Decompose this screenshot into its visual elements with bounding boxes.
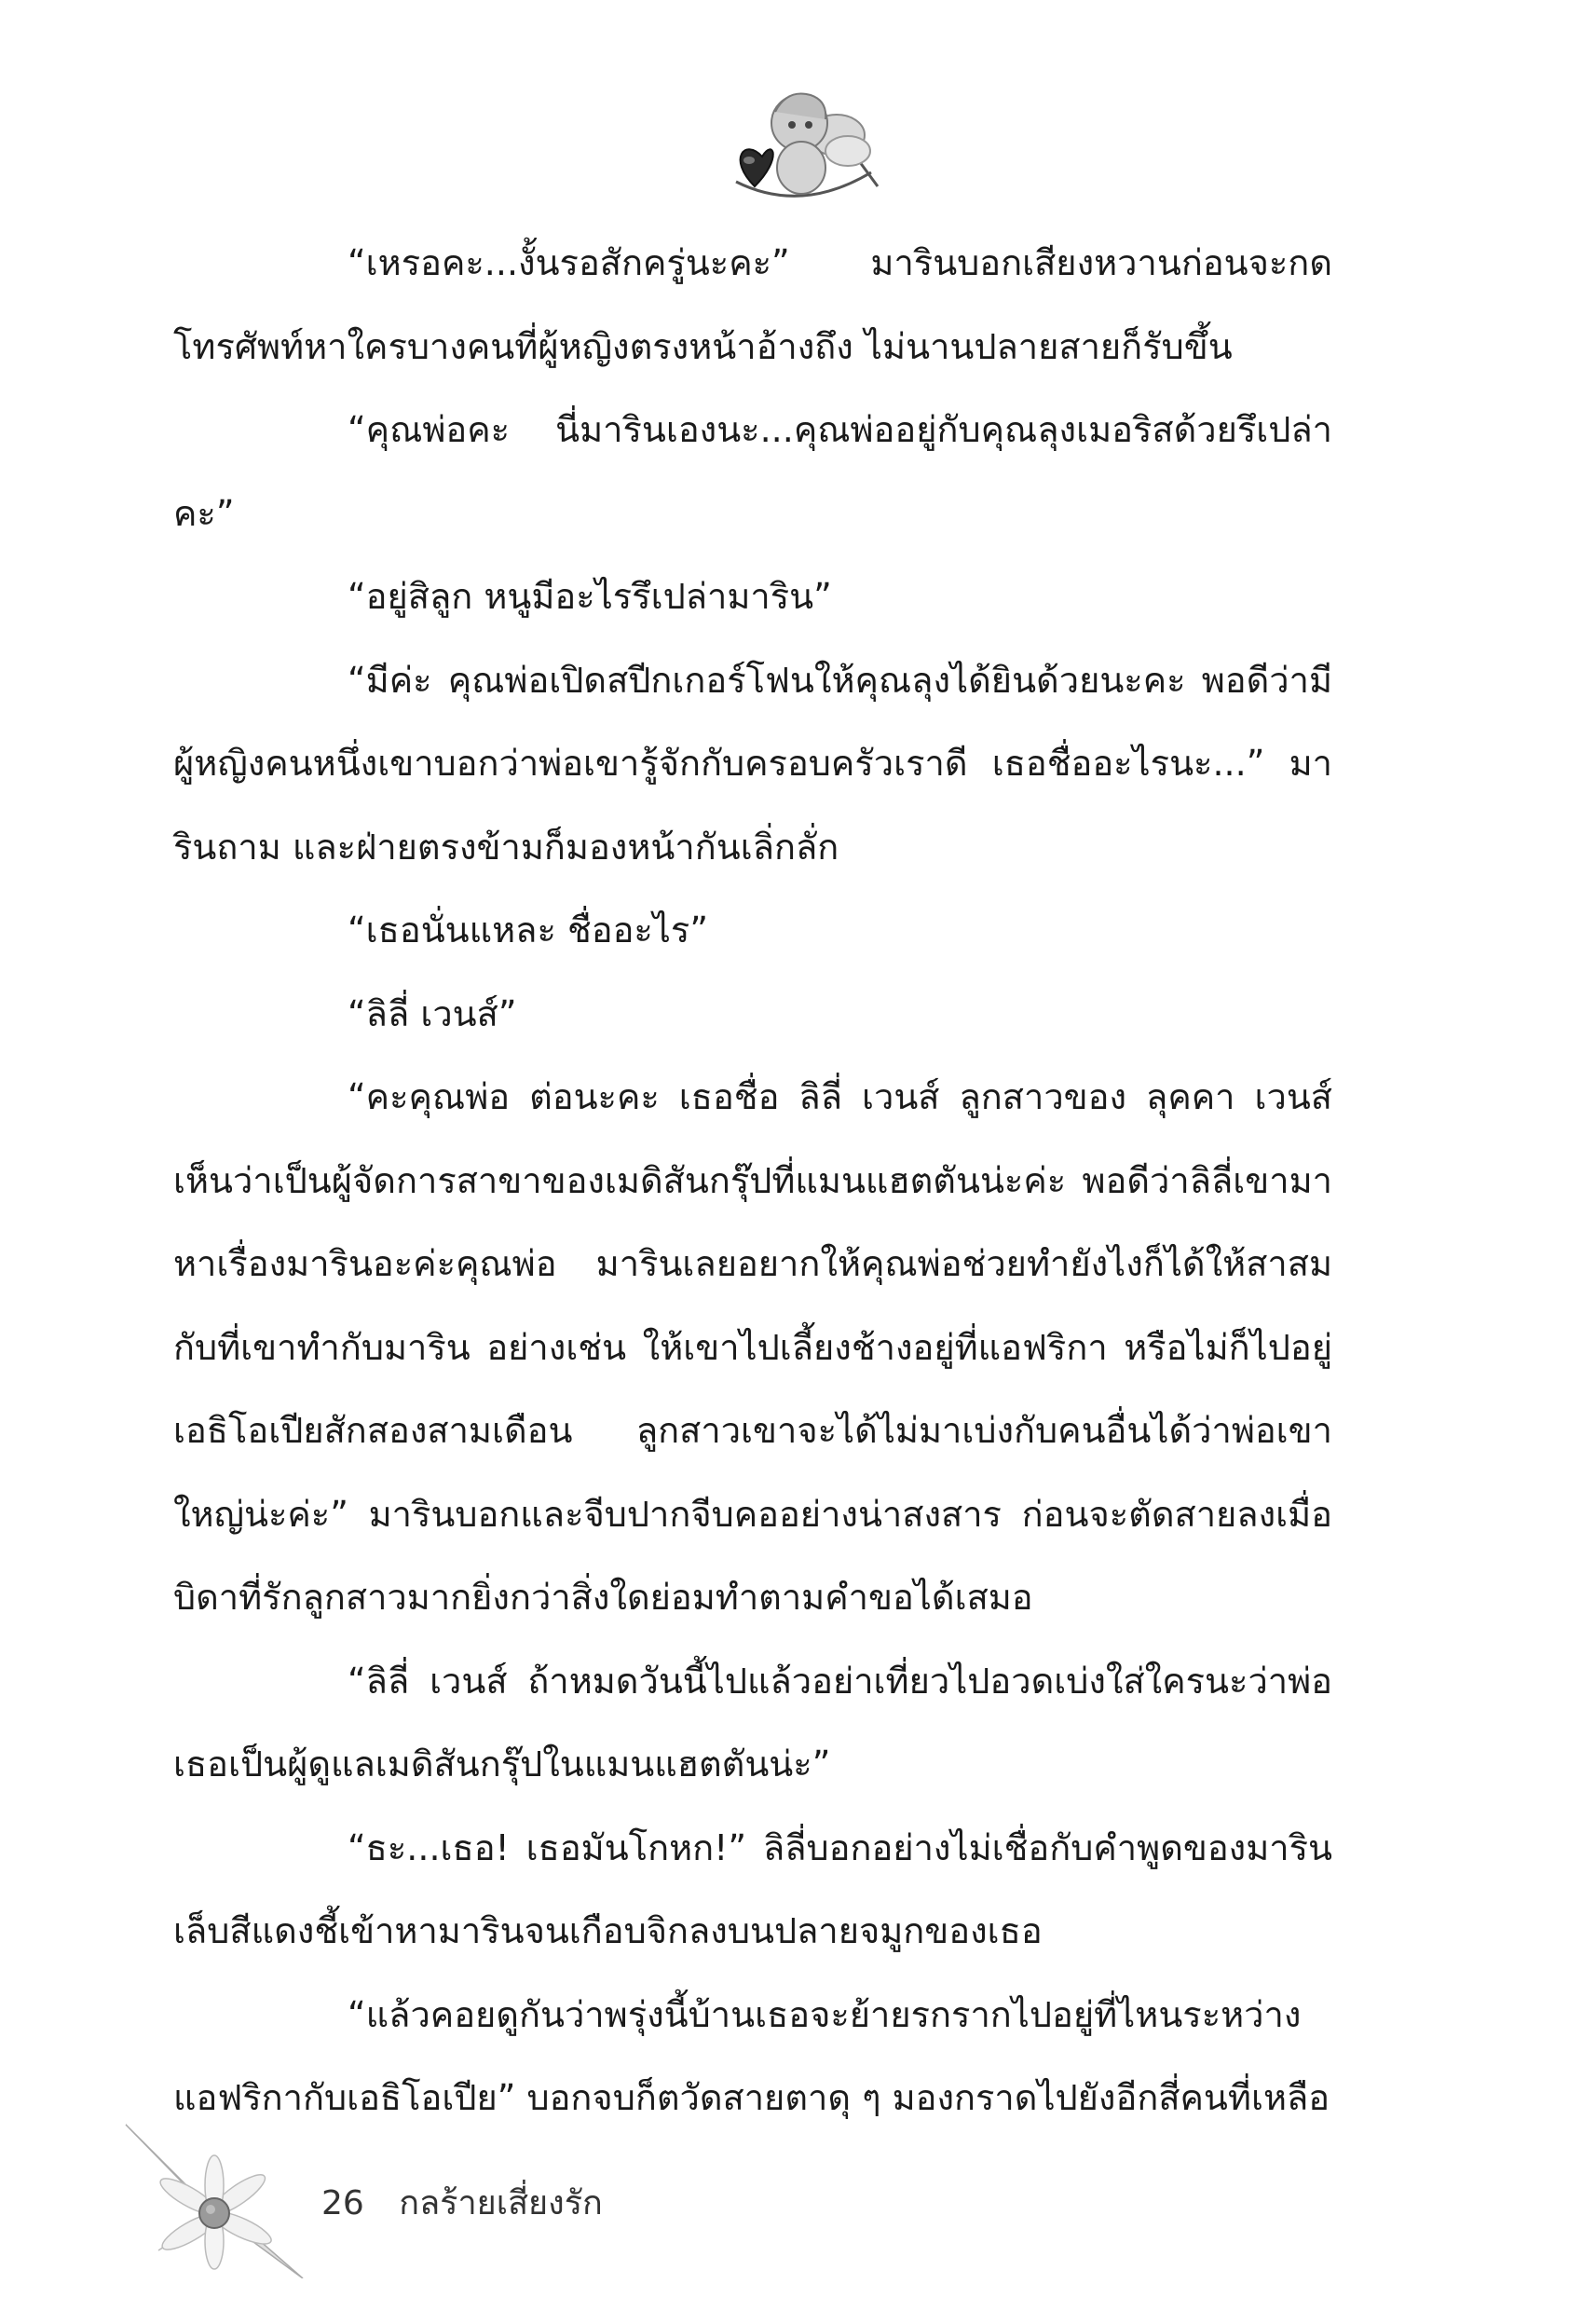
daisy-flower-icon bbox=[121, 2120, 307, 2278]
page-footer bbox=[321, 2176, 603, 2229]
paragraph: “ลิลี่ เวนส์” bbox=[348, 992, 517, 1034]
paragraph: “ลิลี่ เวนส์ ถ้าหมดวันนี้ไปแล้วอย่าเที่ยวไปอวดเบ่งใส่ใครนะว่าพ่อเธอเป็นผู้ดูแลเมดิสันกรุ๊ปในแมนแฮตตันน่ะ” bbox=[173, 1660, 1332, 1785]
paragraph: “ธะ...เธอ! เธอมันโกหก!” ลิลี่บอกอย่างไม่เชื่อกับคำพูดของมาริน เล็บสีแดงชี้เข้าหามารินจนเกือบจิกลงบนปลายจมูกของเธอ bbox=[173, 1826, 1332, 1951]
paragraph: “แล้วคอยดูกันว่าพรุ่งนี้บ้านเธอจะย้ายรกรากไปอยู่ที่ไหนระหว่างแอฟริกากับเอธิโอเปีย” บอกจบก็ตวัดสายตาดุ ๆ มองกราดไปยังอีกสี่คนที่เหลือ bbox=[173, 1993, 1330, 2118]
page-number: 26 bbox=[321, 2184, 364, 2222]
cupid-with-heart-icon bbox=[717, 84, 885, 210]
paragraph: “เหรอคะ...งั้นรอสักครู่นะคะ” มารินบอกเสียงหวานก่อนจะกดโทรศัพท์หาใครบางคนที่ผู้หญิงตรงหน้าอ้างถึง ไม่นานปลายสายก็รับขึ้น bbox=[173, 242, 1332, 367]
paragraph: “คุณพ่อคะ นี่มารินเองนะ...คุณพ่ออยู่กับคุณลุงเมอริสด้วยรึเปล่าคะ” bbox=[173, 409, 1332, 534]
paragraph: “มีค่ะ คุณพ่อเปิดสปีกเกอร์โฟนให้คุณลุงได้ยินด้วยนะคะ พอดีว่ามีผู้หญิงคนหนึ่งเขาบอกว่าพ่อเขารู้จักกับครอบครัวเราดี เธอชื่ออะไรนะ...” มารินถาม และฝ่ายตรงข้ามก็มองหน้ากันเลิ่กลั่ก bbox=[173, 659, 1332, 868]
book-title: กลร้ายเสี่ยงรัก bbox=[399, 2184, 603, 2222]
paragraph: “เธอนั่นแหละ ชื่ออะไร” bbox=[348, 909, 709, 950]
paragraph: “อยู่สิลูก หนูมีอะไรรึเปล่ามาริน” bbox=[348, 576, 832, 617]
story-text bbox=[173, 222, 1332, 2140]
paragraph: “คะคุณพ่อ ต่อนะคะ เธอชื่อ ลิลี่ เวนส์ ลูกสาวของ ลุคคา เวนส์ เห็นว่าเป็นผู้จัดการสาขาของเมดิสันกรุ๊ปที่แมนแฮตตันน่ะค่ะ พอดีว่าลิลี่เขามาหาเรื่องมารินอะค่ะคุณพ่อ มารินเลยอยากให้คุณพ่อช่วยทำยังไงก็ได้ให้สาสมกับที่เขาทำกับมาริน อย่างเช่น ให้เขาไปเลี้ยงช้างอยู่ที่แอฟริกา หรือไม่ก็ไปอยู่เอธิโอเปียสักสองสามเดือน ลูกสาวเขาจะได้ไม่มาเบ่งกับคนอื่นได้ว่าพ่อเขาใหญ่น่ะค่ะ” มารินบอกและจีบปากจีบคออย่างน่าสงสาร ก่อนจะตัดสายลงเมื่อบิดาที่รักลูกสาวมากยิ่งกว่าสิ่งใดย่อมทำตามคำขอได้เสมอ bbox=[173, 1076, 1332, 1618]
